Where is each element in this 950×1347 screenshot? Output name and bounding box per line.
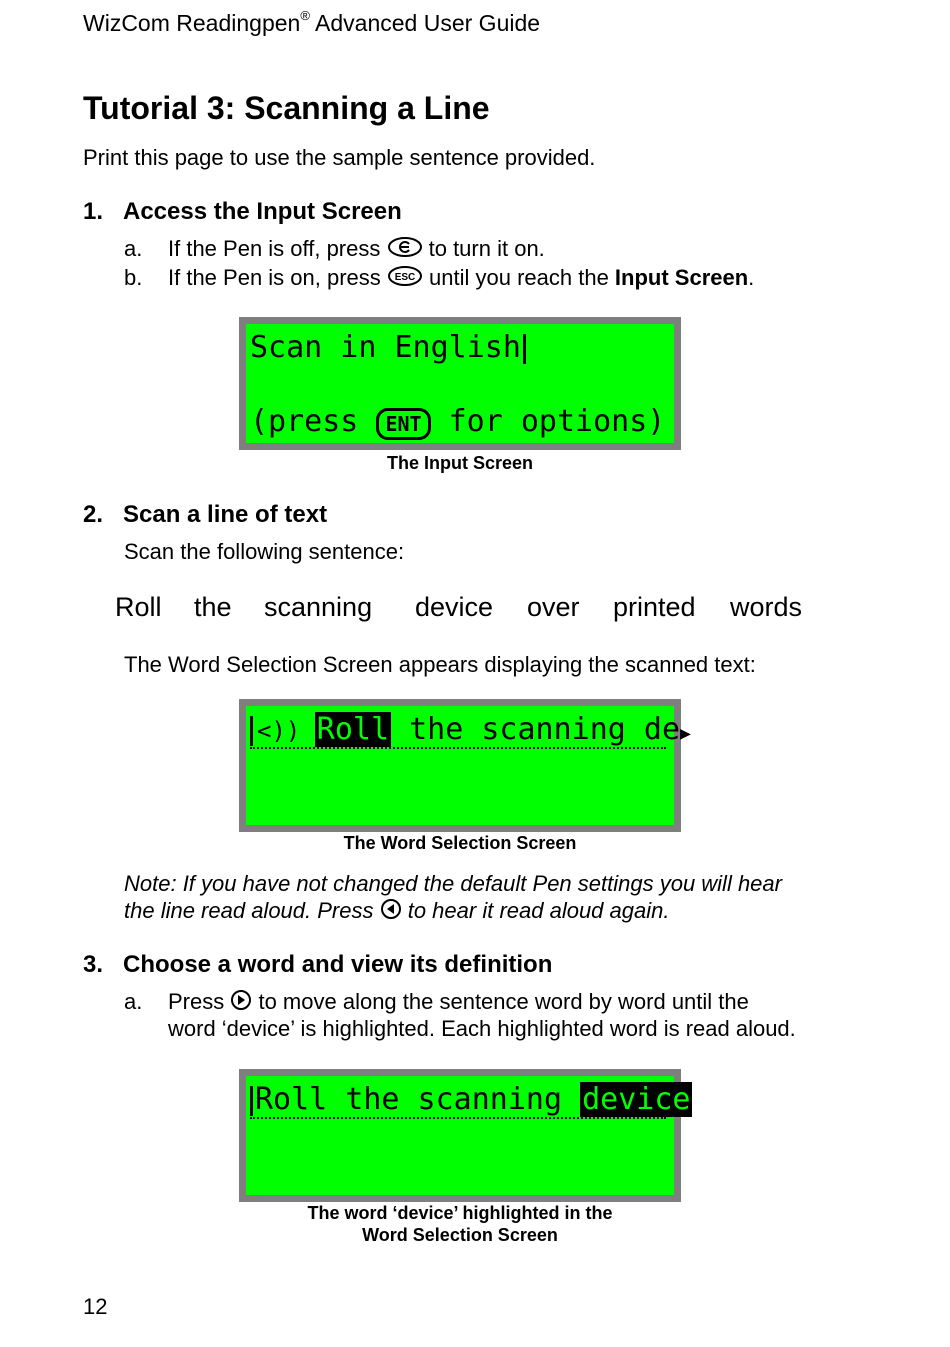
lcd-scanned-line: [250, 712, 691, 749]
section-3-heading: [83, 951, 552, 979]
esc-key-icon: [387, 265, 423, 293]
section-2-heading: [83, 501, 327, 529]
lcd-line-1: [250, 330, 526, 365]
input-screen-lcd: [239, 317, 681, 450]
lcd-line-2: [250, 404, 665, 440]
lcd-line-1-text: Scan in English: [250, 330, 521, 365]
section-title: Access the Input Screen: [123, 198, 402, 225]
esc-key-label: ESC: [394, 272, 416, 284]
back-arrow-key-icon: [380, 898, 402, 926]
input-screen-caption: The Input Screen: [386, 453, 534, 473]
device-highlight-caption: [239, 1202, 681, 1246]
intro-text: Print this page to use the sample sentence provided.: [83, 145, 596, 170]
note-text: the line read aloud. Press: [124, 898, 380, 923]
running-header: [83, 10, 540, 37]
lcd-scanned-text: the scanning de: [391, 712, 681, 747]
note-line-2: [124, 898, 669, 926]
section-1-heading: [83, 198, 402, 226]
step-letter: a.: [124, 236, 143, 261]
sample-word: words: [730, 592, 803, 622]
word-selection-lcd: [239, 699, 691, 832]
note-line-1: Note: If you have not changed the default Pen settings you will hear: [124, 871, 782, 896]
input-screen-term: Input Screen: [614, 265, 749, 290]
step-text: Press: [168, 989, 231, 1014]
page-number: 12: [83, 1294, 108, 1319]
step-text-end: to move along the sentence word by word until the: [252, 989, 749, 1014]
step-text: If the Pen is on, press: [168, 265, 387, 290]
word-selection-caption: The Word Selection Screen: [343, 833, 577, 853]
step-3a-line-2: word ‘device’ is highlighted. Each highlighted word is read aloud.: [168, 1016, 796, 1041]
scan-instruction: Scan the following sentence:: [124, 539, 405, 564]
sample-word: Roll: [115, 592, 162, 622]
lcd-cursor: [250, 1086, 253, 1116]
sample-word: the: [194, 592, 232, 622]
step-text: If the Pen is off, press: [168, 236, 387, 261]
step-text-end: .: [748, 265, 755, 290]
lcd-scanned-text: Roll the scanning: [255, 1082, 581, 1117]
section-title: Scan a line of text: [123, 501, 328, 528]
step-text-mid: until you reach the: [422, 265, 615, 290]
step-letter: a.: [124, 989, 143, 1014]
sample-word: device: [415, 592, 494, 622]
section-number: 2.: [83, 501, 104, 528]
lcd-scanned-line: [250, 1082, 691, 1119]
step-1a: [124, 236, 545, 264]
sample-word: printed: [613, 592, 696, 622]
lcd-cursor: [250, 716, 253, 746]
header-title: WizCom Readingpen: [83, 10, 301, 36]
lcd-line-2-text: (press: [250, 404, 377, 439]
device-highlight-lcd: [239, 1069, 691, 1202]
power-key-icon: [387, 236, 423, 264]
step-text-end: to turn it on.: [422, 236, 545, 261]
speaker-icon: <)): [257, 717, 315, 745]
caption-line-2: Word Selection Screen: [362, 1225, 558, 1245]
ent-key-icon: ENT: [376, 408, 430, 440]
step-3a: [124, 989, 749, 1017]
highlighted-word: device: [582, 1082, 691, 1117]
caption-line-1: The word ‘device’ highlighted in the: [307, 1203, 613, 1223]
section-title: Choose a word and view its definition: [123, 951, 553, 978]
lcd-cursor: [523, 334, 526, 364]
result-text: The Word Selection Screen appears displaying the scanned text:: [124, 652, 756, 677]
lcd-line-2-text-end: for options): [430, 404, 666, 439]
scroll-right-arrow-icon: ▶: [680, 723, 691, 744]
highlighted-word: Roll: [316, 712, 390, 747]
sample-word: over: [527, 592, 580, 622]
header-title-rest: Advanced User Guide: [309, 10, 541, 36]
section-number: 3.: [83, 951, 104, 978]
sample-word: scanning: [264, 592, 373, 622]
page-title: Tutorial 3: Scanning a Line: [83, 90, 490, 126]
step-1b: [124, 265, 754, 293]
forward-arrow-key-icon: [230, 989, 252, 1017]
note-text-end: to hear it read aloud again.: [401, 898, 670, 923]
step-letter: b.: [124, 265, 143, 290]
section-number: 1.: [83, 198, 104, 225]
registered-mark: ®: [300, 8, 310, 23]
